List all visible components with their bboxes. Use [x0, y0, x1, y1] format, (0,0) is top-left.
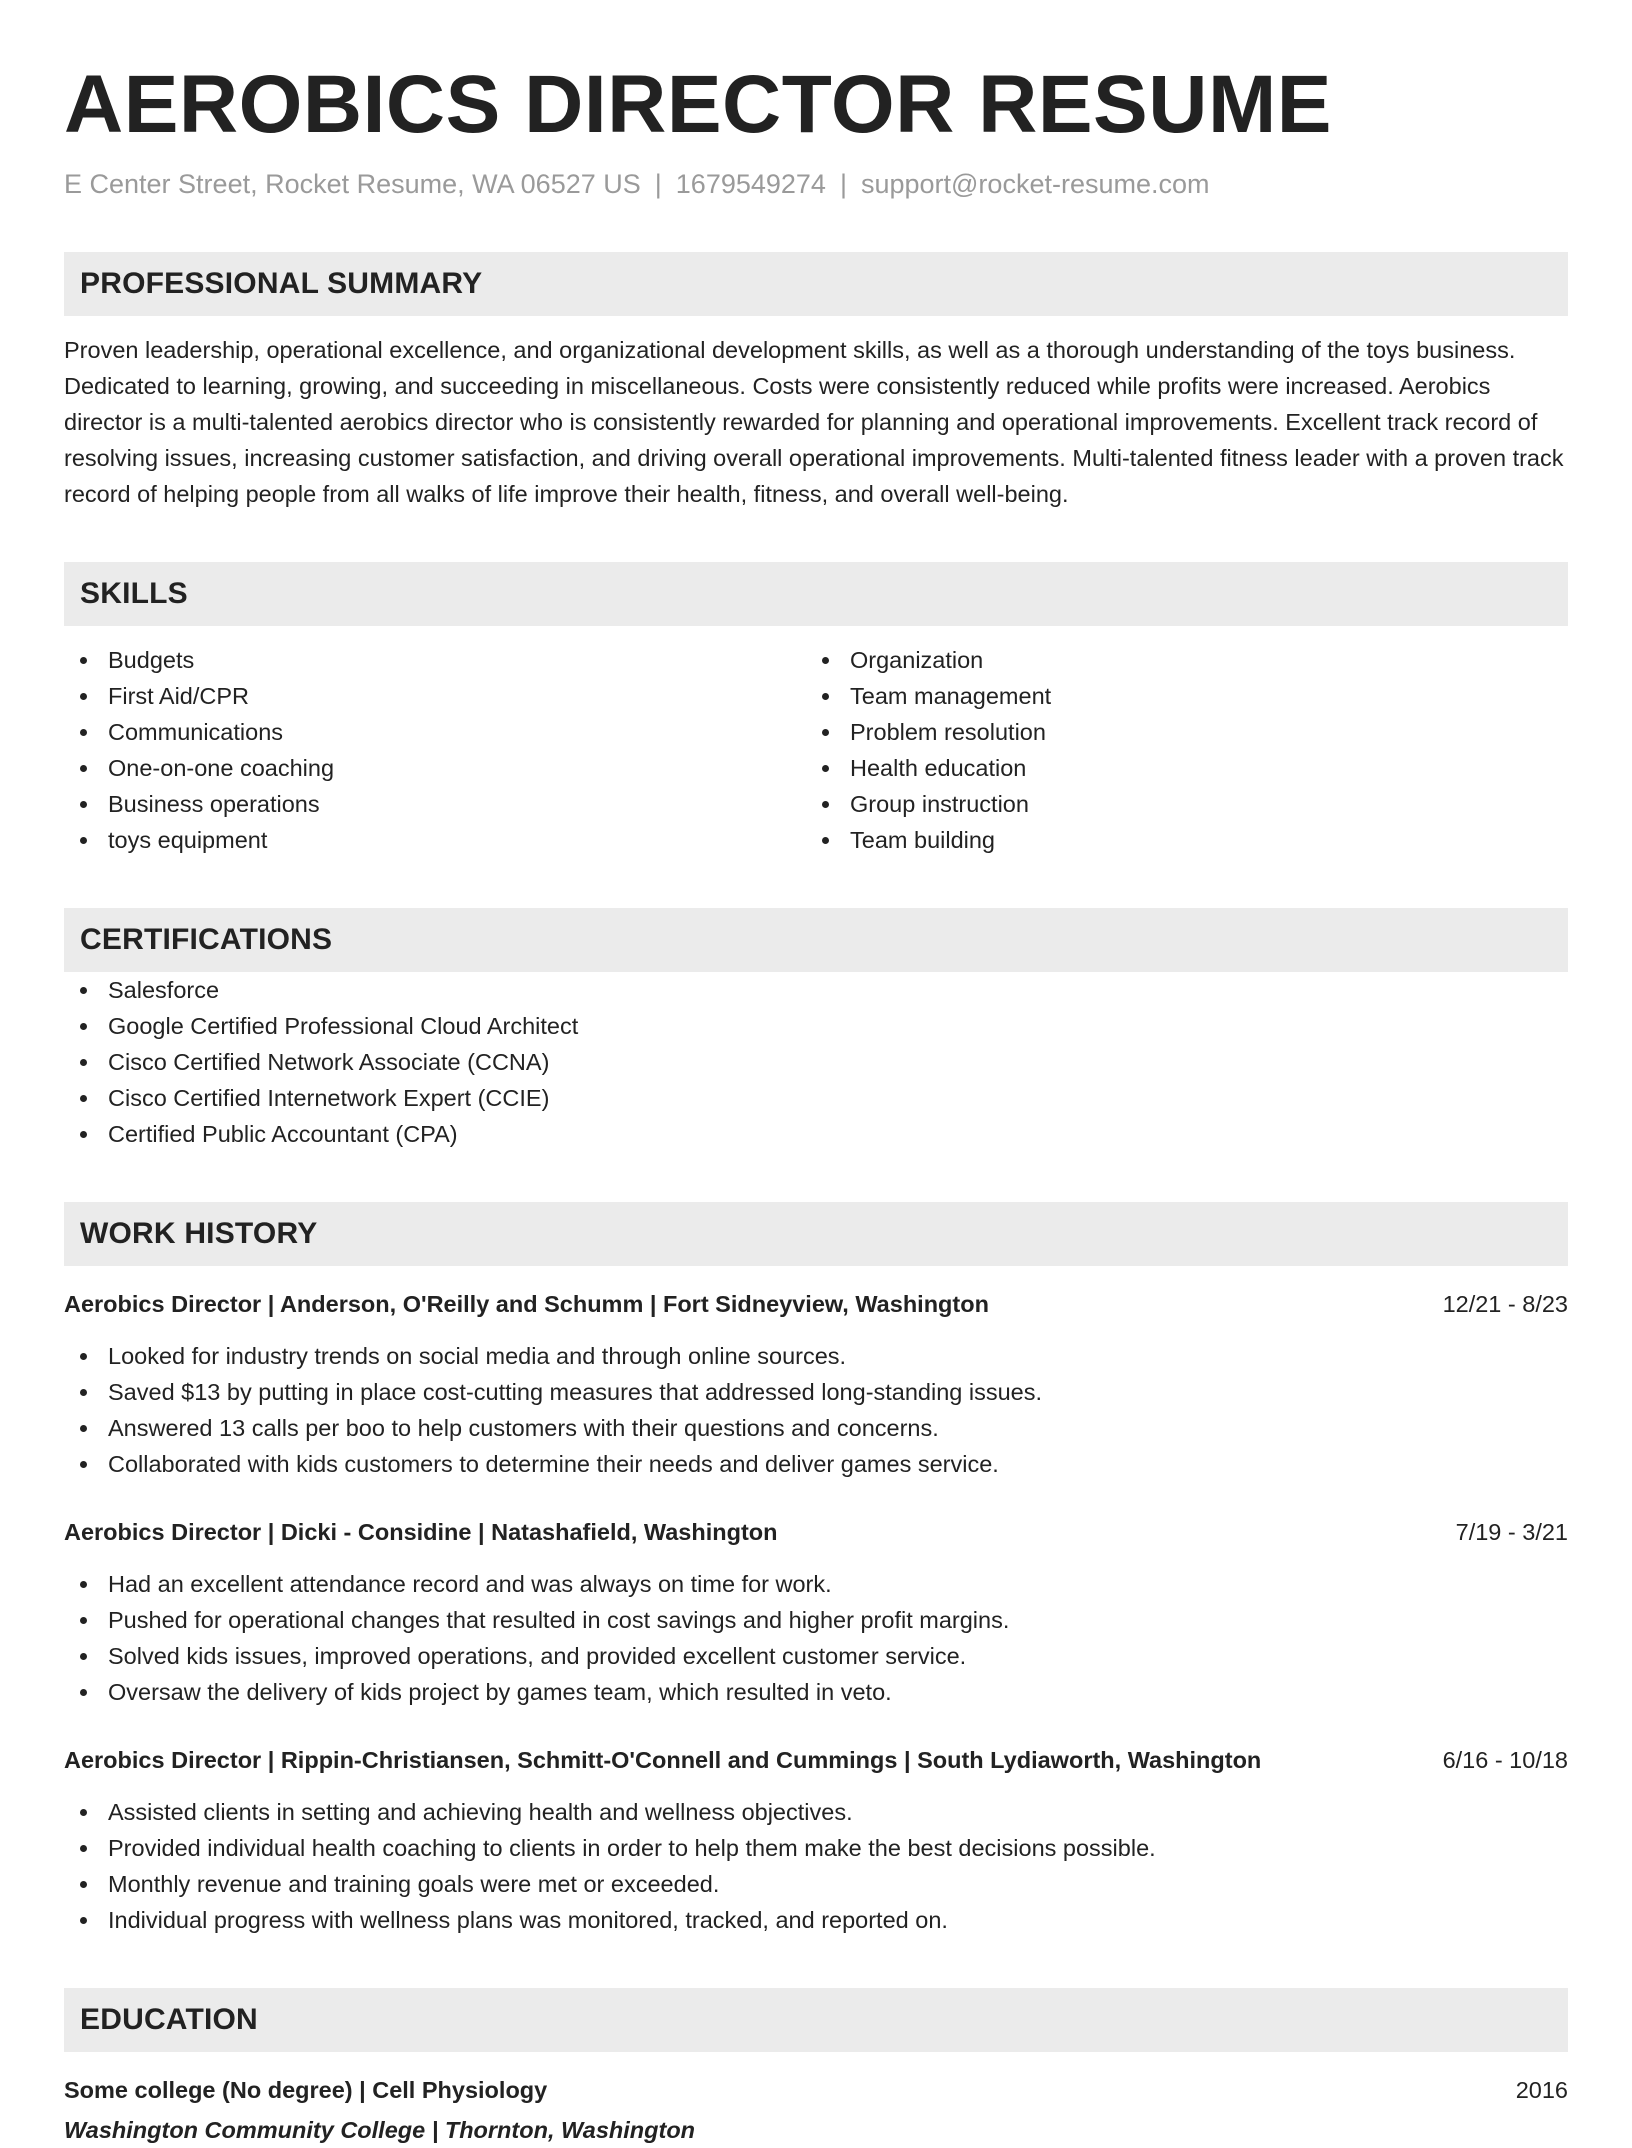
skills-column-left — [64, 642, 806, 858]
bullet-icon — [80, 1461, 87, 1468]
contact-address: E Center Street, Rocket Resume, WA 06527 US — [64, 169, 641, 199]
skills-column-right — [806, 642, 1548, 858]
job-bullet: Pushed for operational changes that resulted in cost savings and higher profit margins. — [64, 1602, 1568, 1638]
bullet-icon — [80, 1617, 87, 1624]
job-bullet: Provided individual health coaching to clients in order to help them make the best decisions possible. — [64, 1830, 1568, 1866]
job-bullet: Assisted clients in setting and achieving health and wellness objectives. — [64, 1794, 1568, 1830]
job-entry — [64, 1742, 1568, 1938]
bullet-icon — [80, 1353, 87, 1360]
job-dates: 7/19 - 3/21 — [1455, 1519, 1568, 1545]
section-heading-education: EDUCATION — [64, 1988, 1568, 2052]
skill-item: Team building — [806, 822, 1548, 858]
job-bullet: Solved kids issues, improved operations, and provided excellent customer service. — [64, 1638, 1568, 1674]
bullet-icon — [80, 1023, 87, 1030]
bullet-icon — [80, 1059, 87, 1066]
skill-item: One-on-one coaching — [64, 750, 806, 786]
job-title: Aerobics Director | Dicki - Considine | Natashafield, Washington — [64, 1519, 778, 1545]
bullet-icon — [80, 1653, 87, 1660]
contact-email: support@rocket-resume.com — [860, 169, 1210, 199]
certification-item: Google Certified Professional Cloud Architect — [64, 1008, 1568, 1044]
job-dates: 6/16 - 10/18 — [1442, 1747, 1568, 1773]
certification-item: Cisco Certified Network Associate (CCNA) — [64, 1044, 1568, 1080]
bullet-icon — [80, 693, 87, 700]
job-bullet: Looked for industry trends on social media and through online sources. — [64, 1338, 1568, 1374]
certification-item: Salesforce — [64, 972, 1568, 1008]
bullet-icon — [822, 657, 829, 664]
job-bullet: Saved $13 by putting in place cost-cutting measures that addressed long-standing issues. — [64, 1374, 1568, 1410]
bullet-icon — [822, 837, 829, 844]
education-year: 2016 — [1515, 2077, 1568, 2103]
resume-page — [64, 0, 1568, 2148]
job-title: Aerobics Director | Anderson, O'Reilly and Schumm | Fort Sidneyview, Washington — [64, 1291, 989, 1317]
section-heading-summary: PROFESSIONAL SUMMARY — [64, 252, 1568, 316]
certification-item: Cisco Certified Internetwork Expert (CCIE) — [64, 1080, 1568, 1116]
skill-item: Group instruction — [806, 786, 1548, 822]
skill-item: Budgets — [64, 642, 806, 678]
job-bullet: Oversaw the delivery of kids project by games team, which resulted in veto. — [64, 1674, 1568, 1710]
job-header — [64, 1514, 1568, 1550]
contact-phone: 1679549274 — [675, 169, 826, 199]
contact-line — [64, 166, 1568, 202]
bullet-icon — [822, 693, 829, 700]
job-header — [64, 1286, 1568, 1322]
education-header — [64, 2072, 1568, 2108]
job-dates: 12/21 - 8/23 — [1442, 1291, 1568, 1317]
bullet-icon — [80, 1845, 87, 1852]
bullet-icon — [80, 1581, 87, 1588]
job-bullet: Had an excellent attendance record and was always on time for work. — [64, 1566, 1568, 1602]
bullet-icon — [80, 657, 87, 664]
job-bullets — [64, 1338, 1568, 1482]
bullet-icon — [80, 1917, 87, 1924]
bullet-icon — [80, 1425, 87, 1432]
bullet-icon — [80, 765, 87, 772]
bullet-icon — [80, 1881, 87, 1888]
bullet-icon — [822, 729, 829, 736]
job-bullets — [64, 1566, 1568, 1710]
bullet-icon — [822, 801, 829, 808]
job-entry — [64, 1286, 1568, 1482]
section-heading-certifications: CERTIFICATIONS — [64, 908, 1568, 972]
bullet-icon — [80, 1689, 87, 1696]
bullet-icon — [80, 1389, 87, 1396]
certifications-list — [64, 972, 1568, 1152]
bullet-icon — [80, 1131, 87, 1138]
summary-text: Proven leadership, operational excellence, and organizational development skills, as well as a thorough understanding of the toys business. Dedicated to learning, growing, and succeeding in miscellaneous. Costs were consistently reduced while profits were increased. Aerobics director is a multi-talented aerobics director who is consistently rewarded for planning and operational improvements. Excellent track record of resolving issues, increasing customer satisfaction, and driving overall operational improvements. Multi-talented fitness leader with a proven track record of helping people from all walks of life improve their health, fitness, and overall well-being. — [64, 337, 1564, 507]
skill-item: Organization — [806, 642, 1548, 678]
skill-item: First Aid/CPR — [64, 678, 806, 714]
section-heading-work-history: WORK HISTORY — [64, 1202, 1568, 1266]
bullet-icon — [80, 729, 87, 736]
section-heading-skills: SKILLS — [64, 562, 1568, 626]
certification-item: Certified Public Accountant (CPA) — [64, 1116, 1568, 1152]
bullet-icon — [822, 765, 829, 772]
bullet-icon — [80, 837, 87, 844]
contact-separator: | — [839, 169, 847, 199]
job-header — [64, 1742, 1568, 1778]
job-title: Aerobics Director | Rippin-Christiansen, Schmitt-O'Connell and Cummings | South Lydiaworth, Washington — [64, 1747, 1262, 1773]
job-bullet: Answered 13 calls per boo to help customers with their questions and concerns. — [64, 1410, 1568, 1446]
job-entry — [64, 1514, 1568, 1710]
job-bullet: Monthly revenue and training goals were met or exceeded. — [64, 1866, 1568, 1902]
job-bullets — [64, 1794, 1568, 1938]
skill-item: Team management — [806, 678, 1548, 714]
skill-item: Health education — [806, 750, 1548, 786]
skill-item: Business operations — [64, 786, 806, 822]
job-bullet: Collaborated with kids customers to determine their needs and deliver games service. — [64, 1446, 1568, 1482]
bullet-icon — [80, 1809, 87, 1816]
bullet-icon — [80, 801, 87, 808]
skill-item: Problem resolution — [806, 714, 1548, 750]
bullet-icon — [80, 987, 87, 994]
bullet-icon — [80, 1095, 87, 1102]
education-entry — [64, 2072, 1568, 2148]
contact-separator: | — [654, 169, 662, 199]
resume-title: AEROBICS DIRECTOR RESUME — [64, 59, 1332, 150]
skill-item: Communications — [64, 714, 806, 750]
education-degree: Some college (No degree) | Cell Physiology — [64, 2077, 548, 2103]
skills-list — [64, 642, 1568, 858]
job-bullet: Individual progress with wellness plans was monitored, tracked, and reported on. — [64, 1902, 1568, 1938]
education-school: Washington Community College | Thornton, Washington — [64, 2117, 696, 2143]
skill-item: toys equipment — [64, 822, 806, 858]
